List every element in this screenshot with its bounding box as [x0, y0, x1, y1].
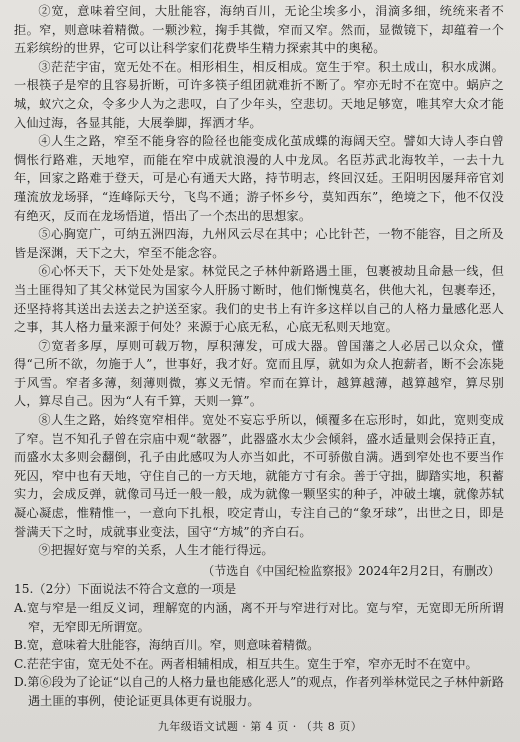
question-stem: 15.（2分）下面说法不符合文意的一项是: [14, 582, 237, 597]
option-d: D.第⑥段为了论证“以自己的人格力量也能感化恶人”的观点，作者列举林觉民之子林仲新路遇土匪的事例，使论证更具体更有说服力。: [14, 675, 504, 708]
article-body: [14, 2, 504, 560]
paragraph-2: ②宽，意味着空间，大肚能容，海纳百川，无论尘埃多小，涓滴多细，统统来者不拒。窄，则意味着精微。一颗沙粒，掬手其微，窄而又窄。然而，显微镜下，却蕴着一个五彩缤纷的世界，它可以让科学家们花费毕生精力探索其中的奥秘。: [14, 4, 504, 56]
paragraph-9: ⑨把握好宽与窄的关系，人生才能行得远。: [38, 543, 274, 558]
question-15: [14, 580, 504, 710]
paragraph-6: ⑥心怀天下，天下处处是家。林觉民之子林仲新路遇土匪，包裹被劫且命悬一线，但当土匪得知了其父林觉民为国家今人肝肠寸断时，他们惭愧莫名，供他大礼，包裹奉还，还坚持将其送出去送去之护送至家。我们的史书上有许多这样以自己的人格力量感化恶人之事，其人格力量来源于何处？来源于心底无私，心底无私则天地宽。: [14, 264, 504, 335]
paragraph-8: ⑧人生之路，始终宽窄相伴。宽处不妄忘乎所以，倾覆多在忘形时，如此，宽则变成了窄。岂不知孔子曾在宗庙中观“欹器”，此器盛水太少会倾斜，盛水适量则会保持正直，而盛水太多则会翻倒，孔子由此感叹为人亦当如此，不可骄傲自满。遇到窄处也不要当作死囚，窄中也有天地，守住自己的一方天地，就能方寸有余。善于守拙，脚踏实地，积蓄实力，会成反弹，就像司马迁一般一般，成为就像一颗坚实的种子，冲破土壤，就像苏轼凝心凝虑，惟精惟一，一意向下扎根，咬定青山，专注自己的“象牙球”，出世之日，即是誉满天下之时，成就事业变法，国守“方城”的齐白石。: [14, 413, 504, 539]
paragraph-5: ⑤心胸宽广，可纳五洲四海，九州风云尽在其中；心比针芒，一物不能容，目之所及皆是深渊，天下之大，窄至不能念容。: [14, 227, 504, 260]
option-c: C.茫茫宇宙，宽无处不在。两者相辅相成，相互共生。宽生于窄，窄亦无时不在宽中。: [14, 656, 478, 671]
source-citation: （节选自《中国纪检监察报》2024年2月2日，有删改）: [202, 563, 500, 578]
option-a: A.宽与窄是一组反义词，理解宽的内涵，离不开与窄进行对比。宽与窄，无宽即无所所谓窄，无窄即无所谓宽。: [14, 601, 504, 634]
paragraph-4: ④人生之路，窄至不能身容的险径也能变成化茧成蝶的海阔天空。譬如大诗人李白曾惆怅行路难，天地窄，而能在窄中成就浪漫的人中龙凤。名臣苏武北海牧羊，一去十九年，回家之路难于登天，可是心有通天大路，持节明志，终回汉廷。王阳明因屡拜帝官刘瑾流放龙场驿，“连峰际天兮，飞鸟不通；游子怀乡兮，莫知西东”，绝境之下，他不仅没有绝灭，反而在龙场悟道，悟出了一个杰出的思想家。: [14, 134, 504, 223]
option-b: B.宽，意味着大肚能容，海纳百川。窄，则意味着精微。: [14, 638, 320, 653]
page-footer: 九年级语文试题 · 第 4 页 · （共 8 页）: [157, 720, 363, 733]
paragraph-7: ⑦宽者多厚，厚则可载万物，厚积薄发，可成大器。曾国藩之人必居己以众众，懂得“己所不欲，勿施于人”，世事好，我才好。宽而且厚，就如为众人抱薪者，断不会冻毙于风雪。窄者多薄，刻薄则微，寡义无情。窄而在算计，越算越薄，越算越窄，算尽别人，算尽自己。因为“人有千算，天则一算”。: [14, 338, 504, 409]
paragraph-3: ③茫茫宇宙，宽无处不在。相形相生，相反相成。宽生于窄。积土成山，积水成渊。一根筷子是窄的且容易折断，可许多筷子组团就难折不断了。窄亦无时不在宽中。蜗庐之城，蚁穴之众，令多少人为之悲叹，白了少年头，空悲切。天地足够宽，唯其窄大众才能入仙过海，各显其能，大展拳脚，挥洒才华。: [14, 59, 504, 130]
